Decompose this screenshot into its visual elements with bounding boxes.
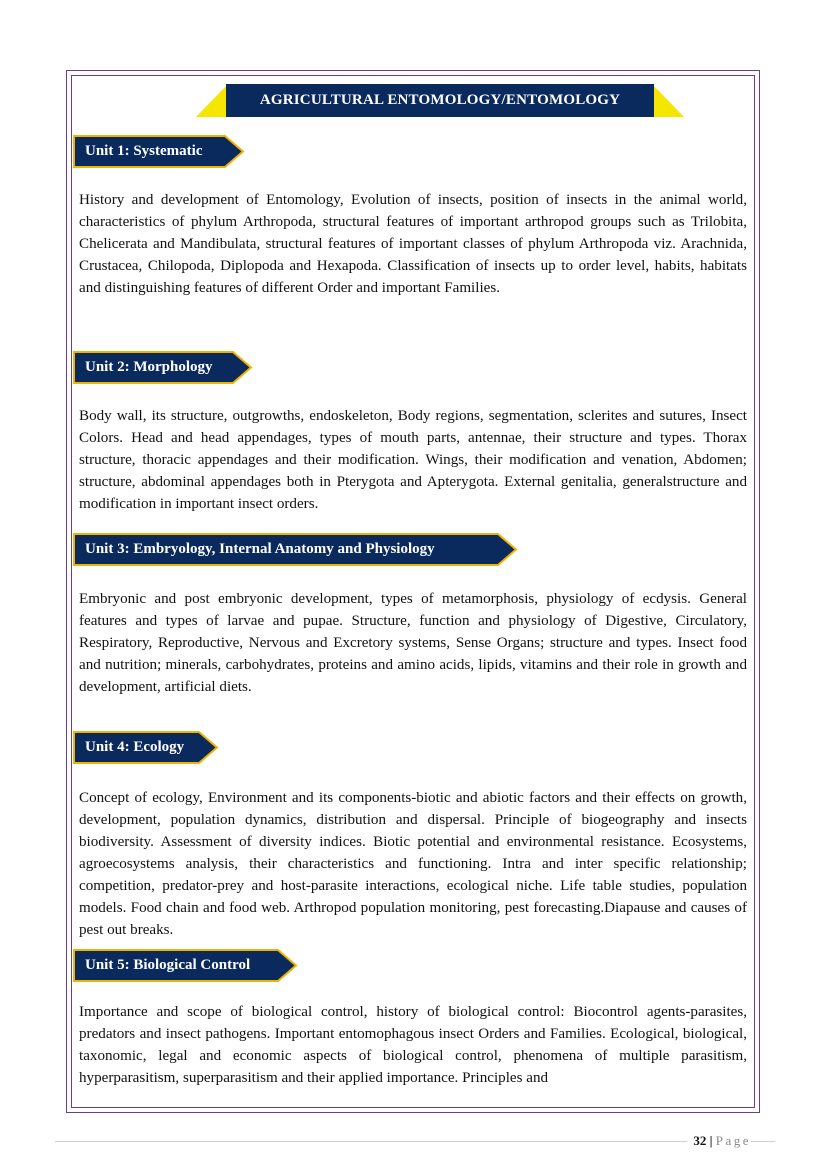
unit-5-banner — [73, 949, 298, 982]
unit-4-body: Concept of ecology, Environment and its components-biotic and abiotic factors and their effects on growth, development, population dynamics, distribution and dispersal. Principle of biogeography and insects biodiversity. Assessment of diversity indices. Biotic potential and environmental resistance. Ecosystems, agroecosystems analysis, their characteristics and functioning. Intra and inter specific relationship; competition, predator-prey and host-parasite interactions, ecological niche. Life table studies, population models. Food chain and food web. Arthropod population monitoring, pest forecasting.Diapause and causes of pest out breaks. — [79, 790, 747, 938]
page-footer — [687, 1131, 751, 1151]
title-accent-right — [652, 84, 684, 117]
unit-1-body: History and development of Entomology, Evolution of insects, position of insects in the animal world, characteristics of phylum Arthropoda, structural features of important arthropod groups such as Trilobita, Chelicerata and Mandibulata, structural features of important classes of phylum Arthropoda viz. Arachnida, Crustacea, Chilopoda, Diplopoda and Hexapoda. Classification of insects up to order level, habits, habitats and distinguishing features of different Order and important Families. — [79, 192, 747, 296]
unit-2-heading: Unit 2: Morphology — [85, 359, 213, 375]
unit-5-heading: Unit 5: Biological Control — [85, 957, 251, 973]
unit-2-banner — [73, 351, 253, 384]
unit-4-banner — [73, 731, 219, 764]
page-title: AGRICULTURAL ENTOMOLOGY/ENTOMOLOGY — [226, 84, 654, 117]
unit-3-body: Embryonic and post embryonic development, types of metamorphosis, physiology of ecdysis. General features and types of larvae and pupae. Structure, function and physiology of Digestive, Circulatory, Respiratory, Reproductive, Nervous and Excretory systems, Sense Organs; structure and types. Insect food and nutrition; minerals, carbohydrates, proteins and amino acids, lipids, vitamins and their role in growth and development, artificial diets. — [79, 591, 747, 695]
unit-1-heading: Unit 1: Systematic — [85, 143, 203, 159]
unit-1-banner — [73, 135, 245, 168]
footer-rule — [55, 1141, 775, 1142]
unit-4-heading: Unit 4: Ecology — [85, 739, 185, 755]
page-number: 32 — [693, 1133, 707, 1148]
title-accent-left — [196, 84, 228, 117]
footer-separator: | — [709, 1133, 713, 1148]
page-label: Page — [715, 1133, 751, 1148]
unit-5-body: Importance and scope of biological control, history of biological control: Biocontrol agents-parasites, predators and insect pathogens. Important entomophagous insect Orders and Families. Ecological, biological, taxonomic, legal and economic aspects of biological control, phenomena of multiple parasitism, hyperparasitism, superparasitism and their applied importance. Principles and — [79, 1004, 747, 1086]
unit-2-body: Body wall, its structure, outgrowths, endoskeleton, Body regions, segmentation, sclerites and sutures, Insect Colors. Head and head appendages, types of mouth parts, antennae, their structure and types. Thorax structure, thoracic appendages and their modification. Wings, their modification and venation, Abdomen; structure, abdominal appendages both in Pterygota and Apterygota. External genitalia, generalstructure and modification in important insect orders. — [79, 408, 747, 512]
unit-3-heading: Unit 3: Embryology, Internal Anatomy and Physiology — [85, 541, 435, 557]
page-title-banner — [196, 84, 684, 117]
unit-3-banner — [73, 533, 518, 566]
